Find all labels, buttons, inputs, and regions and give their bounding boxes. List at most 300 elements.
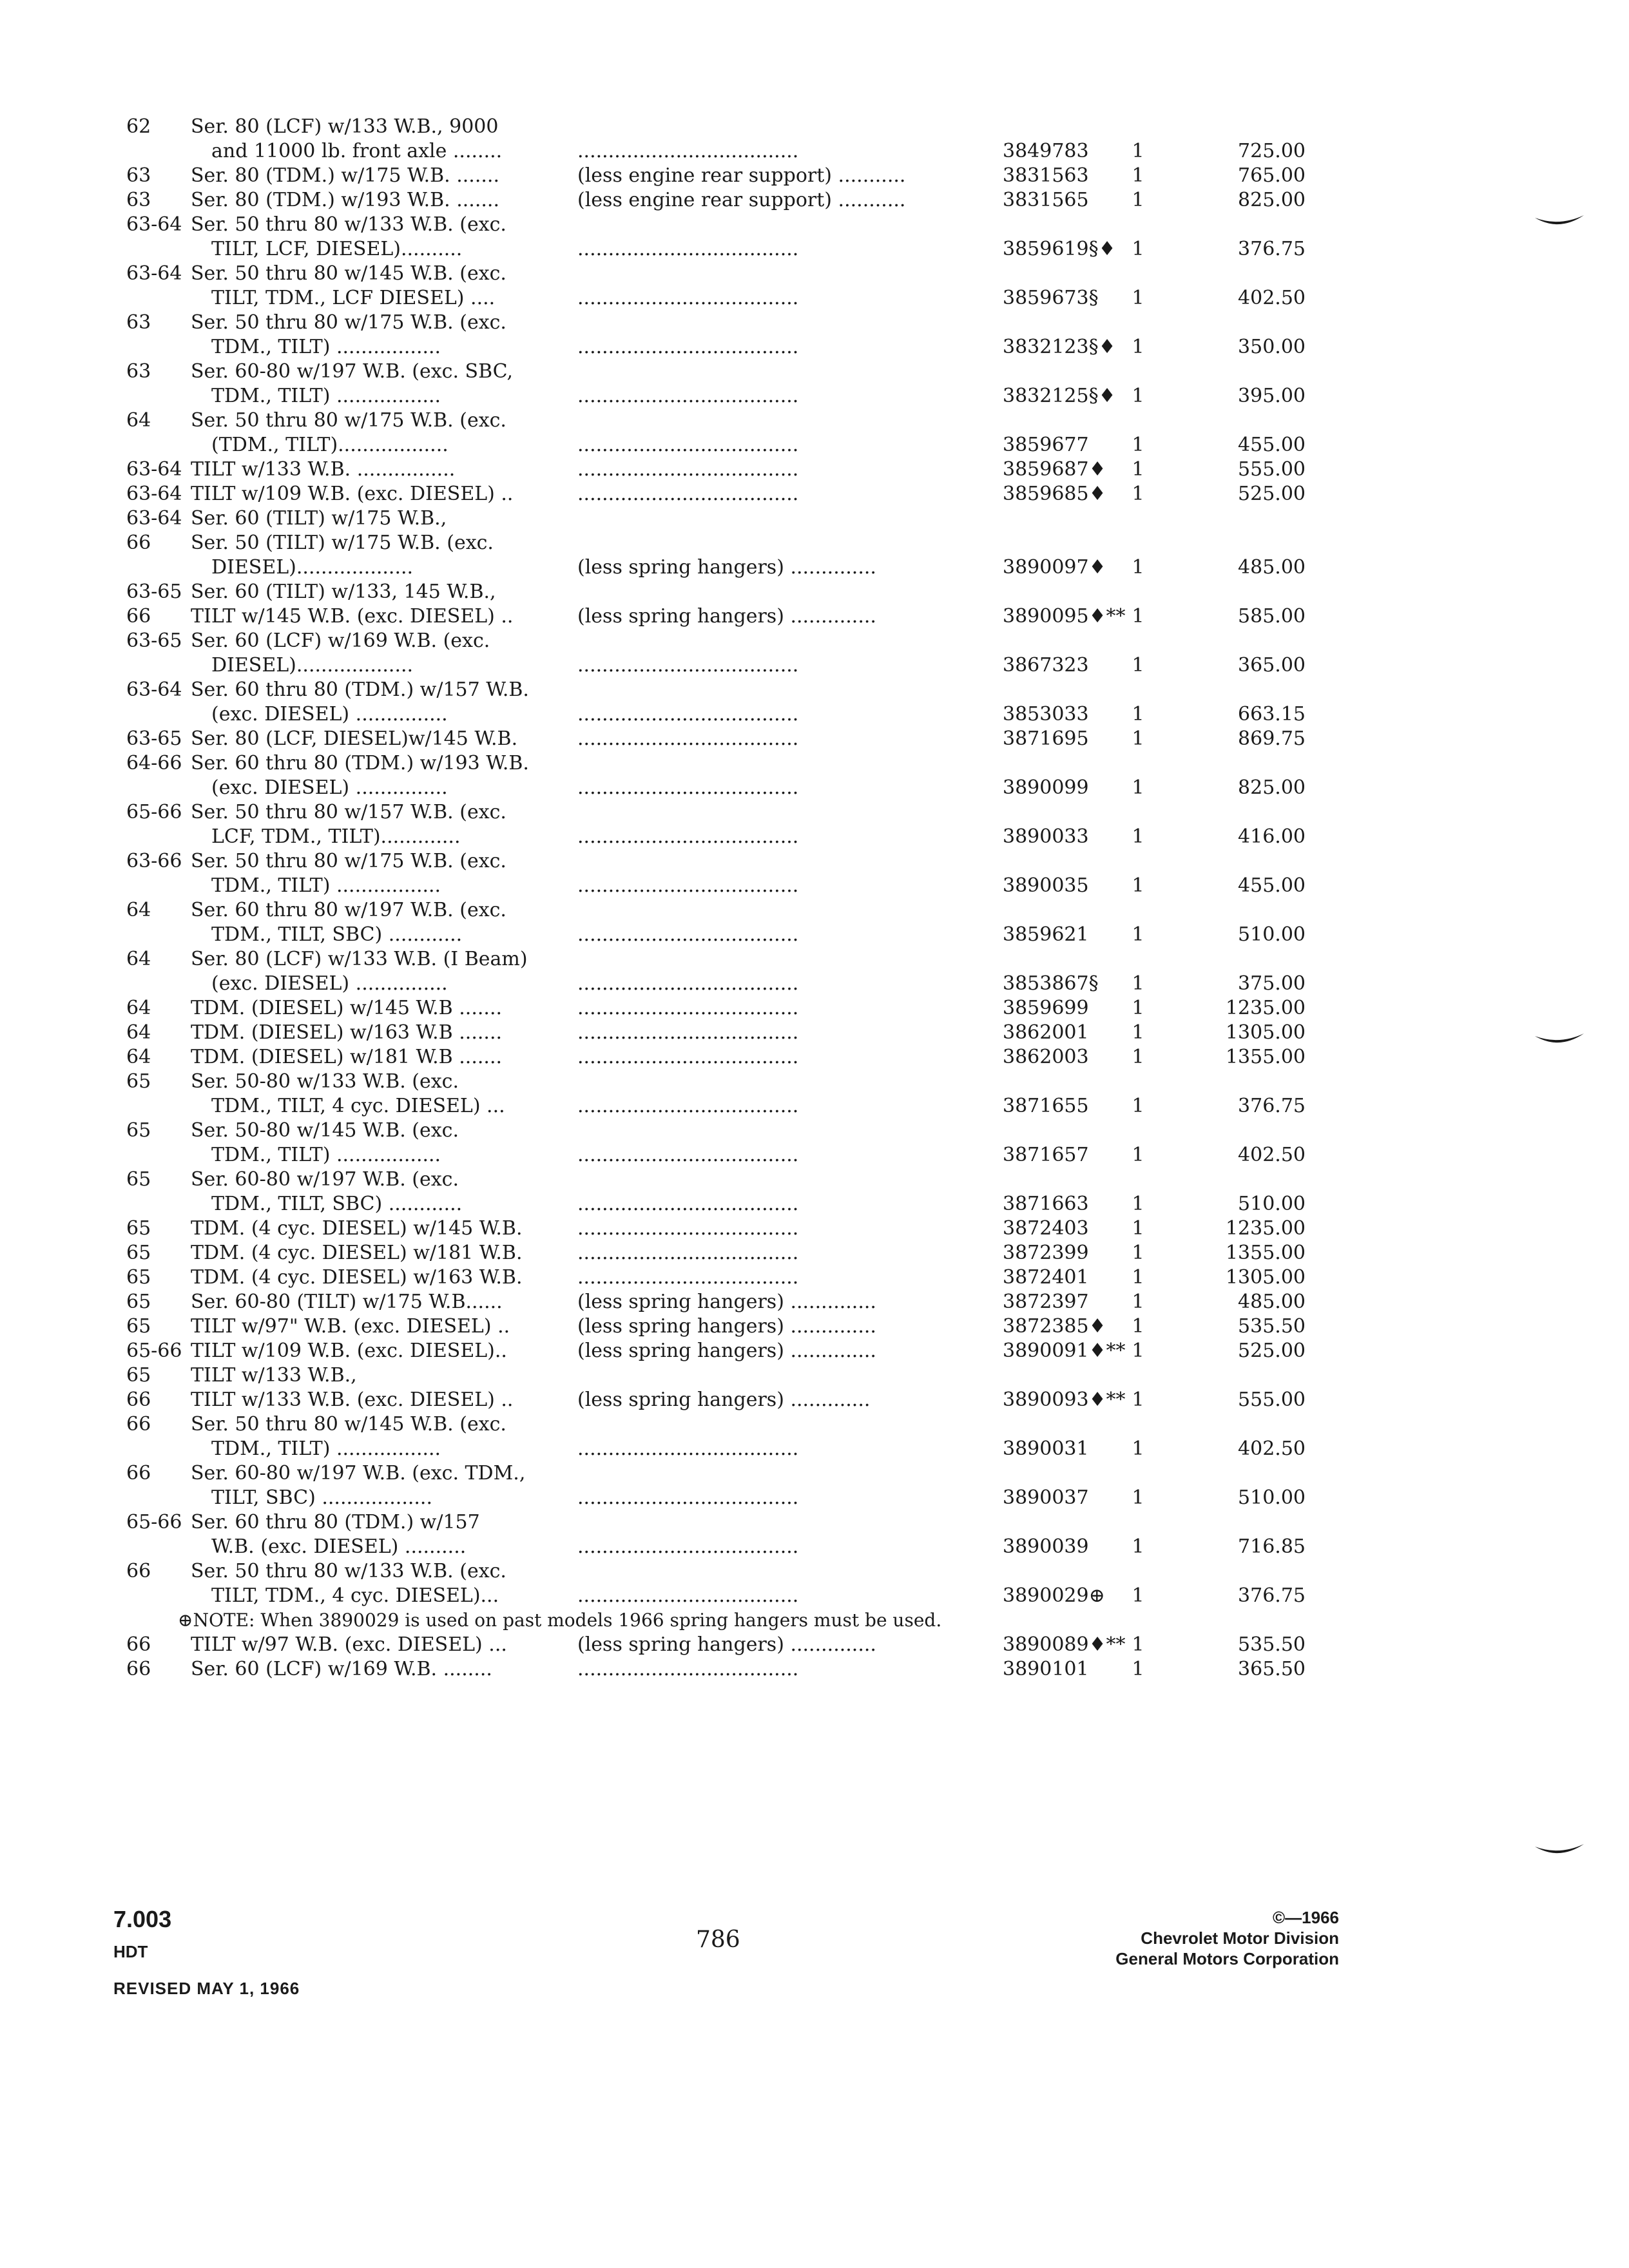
section-code: HDT bbox=[113, 1942, 148, 1961]
listing-row bbox=[126, 1241, 1312, 1265]
model-year: 63-64 bbox=[126, 678, 182, 701]
qualifier: .................................... bbox=[577, 1658, 799, 1680]
quantity: 1 bbox=[1132, 1217, 1144, 1240]
qualifier: (less spring hangers) .............. bbox=[577, 556, 876, 579]
description: Ser. 60-80 w/197 W.B. (exc. SBC, bbox=[191, 360, 514, 383]
description: Ser. 80 (LCF) w/133 W.B., 9000 bbox=[191, 115, 499, 138]
price: 510.00 bbox=[1238, 923, 1306, 946]
description-continued: TDM., TILT) ................. bbox=[211, 385, 441, 407]
model-year: 65 bbox=[126, 1242, 151, 1264]
corporation-name: General Motors Corporation bbox=[1115, 1949, 1339, 1968]
qualifier: .................................... bbox=[577, 483, 799, 505]
part-number: 3890091♦** bbox=[1003, 1340, 1126, 1362]
price: 376.75 bbox=[1238, 238, 1306, 260]
qualifier: .................................... bbox=[577, 874, 799, 897]
quantity: 1 bbox=[1132, 458, 1144, 481]
qualifier: .................................... bbox=[577, 1535, 799, 1558]
model-year: 64 bbox=[126, 1021, 151, 1044]
qualifier: (less engine rear support) ........... bbox=[577, 189, 906, 211]
price: 402.50 bbox=[1238, 287, 1306, 309]
qualifier: .................................... bbox=[577, 1217, 799, 1240]
qualifier: .................................... bbox=[577, 1266, 799, 1289]
part-number: 3867323 bbox=[1003, 654, 1089, 677]
qualifier: .................................... bbox=[577, 287, 799, 309]
part-number: 3859677 bbox=[1003, 434, 1089, 456]
quantity: 1 bbox=[1132, 1291, 1144, 1313]
part-number: 3890093♦** bbox=[1003, 1389, 1126, 1411]
part-number: 3872397 bbox=[1003, 1291, 1089, 1313]
part-number: 3890031 bbox=[1003, 1437, 1089, 1460]
model-year: 64 bbox=[126, 1046, 151, 1068]
qualifier: .................................... bbox=[577, 140, 799, 162]
description-continued: TILT, TDM., LCF DIESEL) .... bbox=[211, 287, 496, 309]
quantity: 1 bbox=[1132, 1242, 1144, 1264]
description: Ser. 60-80 (TILT) w/175 W.B...... bbox=[191, 1291, 503, 1313]
part-number: 3859685♦ bbox=[1003, 483, 1106, 505]
description: TDM. (4 cyc. DIESEL) w/181 W.B. bbox=[191, 1242, 523, 1264]
quantity: 1 bbox=[1132, 336, 1144, 358]
part-number: 3890089♦** bbox=[1003, 1633, 1126, 1656]
qualifier: .................................... bbox=[577, 776, 799, 799]
listing-note bbox=[126, 1608, 1312, 1633]
description-continued: TDM., TILT) ................. bbox=[211, 874, 441, 897]
qualifier: .................................... bbox=[577, 434, 799, 456]
model-year: 63 bbox=[126, 311, 151, 334]
model-year: 63-65 bbox=[126, 727, 182, 750]
model-year: 64-66 bbox=[126, 752, 182, 774]
quantity: 1 bbox=[1132, 1193, 1144, 1215]
model-year: 65 bbox=[126, 1119, 151, 1142]
model-year: 63-64 bbox=[126, 262, 182, 285]
part-number: 3862001 bbox=[1003, 1021, 1089, 1044]
model-year: 66 bbox=[126, 1658, 151, 1680]
model-year: 66 bbox=[126, 532, 151, 554]
quantity: 1 bbox=[1132, 1658, 1144, 1680]
description-continued: DIESEL)................... bbox=[211, 556, 414, 579]
listing-row bbox=[126, 482, 1312, 506]
description: TILT w/133 W.B. (exc. DIESEL) .. bbox=[191, 1389, 514, 1411]
model-year: 65-66 bbox=[126, 1511, 182, 1533]
listing-row bbox=[126, 188, 1312, 213]
description: Ser. 80 (TDM.) w/193 W.B. ....... bbox=[191, 189, 499, 211]
qualifier: .................................... bbox=[577, 703, 799, 726]
part-number: 3890039 bbox=[1003, 1535, 1089, 1558]
price: 365.50 bbox=[1238, 1658, 1306, 1680]
part-number: 3853033 bbox=[1003, 703, 1089, 726]
listing-row bbox=[126, 1045, 1312, 1070]
price: 416.00 bbox=[1238, 825, 1306, 848]
part-number: 3890029⊕ bbox=[1003, 1584, 1105, 1607]
model-year: 66 bbox=[126, 1462, 151, 1485]
description-continued: (TDM., TILT).................. bbox=[211, 434, 448, 456]
description: Ser. 60 (TILT) w/175 W.B., bbox=[191, 507, 447, 530]
listing-row bbox=[126, 1510, 1312, 1559]
listing-row bbox=[126, 604, 1312, 629]
description: TDM. (4 cyc. DIESEL) w/145 W.B. bbox=[191, 1217, 523, 1240]
listing-row bbox=[126, 1339, 1312, 1363]
quantity: 1 bbox=[1132, 1535, 1144, 1558]
part-number: 3872403 bbox=[1003, 1217, 1089, 1240]
description-continued: (exc. DIESEL) ............... bbox=[211, 776, 448, 799]
quantity: 1 bbox=[1132, 654, 1144, 677]
listing-row bbox=[126, 947, 1312, 996]
price: 395.00 bbox=[1238, 385, 1306, 407]
description-continued: TDM., TILT, 4 cyc. DIESEL) ... bbox=[211, 1095, 505, 1117]
description: Ser. 50 thru 80 w/145 W.B. (exc. bbox=[191, 262, 506, 285]
listing-row bbox=[126, 678, 1312, 727]
part-number: 3890095♦** bbox=[1003, 605, 1126, 628]
description: Ser. 50 thru 80 w/175 W.B. (exc. bbox=[191, 850, 506, 872]
model-year: 63 bbox=[126, 189, 151, 211]
description: Ser. 60 (LCF) w/169 W.B. ........ bbox=[191, 1658, 492, 1680]
qualifier: (less spring hangers) ............. bbox=[577, 1389, 871, 1411]
listing-row bbox=[126, 408, 1312, 457]
price: 510.00 bbox=[1238, 1486, 1306, 1509]
price: 376.75 bbox=[1238, 1095, 1306, 1117]
qualifier: (less engine rear support) ........... bbox=[577, 164, 906, 187]
qualifier: .................................... bbox=[577, 923, 799, 946]
part-number: 3872385♦ bbox=[1003, 1315, 1106, 1338]
listing-row bbox=[126, 311, 1312, 360]
price: 535.50 bbox=[1238, 1633, 1306, 1656]
description: Ser. 50 thru 80 w/175 W.B. (exc. bbox=[191, 409, 506, 432]
qualifier: .................................... bbox=[577, 1437, 799, 1460]
model-year: 66 bbox=[126, 1389, 151, 1411]
listing-row bbox=[126, 1657, 1312, 1682]
description: Ser. 80 (LCF, DIESEL)w/145 W.B. bbox=[191, 727, 518, 750]
model-year: 65-66 bbox=[126, 801, 182, 823]
quantity: 1 bbox=[1132, 727, 1144, 750]
listing-row bbox=[126, 1388, 1312, 1412]
part-number: 3859699 bbox=[1003, 997, 1089, 1019]
description: TILT w/97" W.B. (exc. DIESEL) .. bbox=[191, 1315, 510, 1338]
quantity: 1 bbox=[1132, 1633, 1144, 1656]
description: Ser. 50-80 w/133 W.B. (exc. bbox=[191, 1070, 459, 1093]
part-number: 3832125§♦ bbox=[1003, 385, 1116, 407]
listing-row bbox=[126, 800, 1312, 849]
price: 1355.00 bbox=[1225, 1242, 1306, 1264]
part-number: 3871695 bbox=[1003, 727, 1089, 750]
qualifier: .................................... bbox=[577, 997, 799, 1019]
model-year: 66 bbox=[126, 605, 151, 628]
listing-row bbox=[126, 1070, 1312, 1119]
quantity: 1 bbox=[1132, 997, 1144, 1019]
listing-row bbox=[126, 1363, 1312, 1388]
qualifier: .................................... bbox=[577, 1242, 799, 1264]
quantity: 1 bbox=[1132, 825, 1144, 848]
description: Ser. 50 (TILT) w/175 W.B. (exc. bbox=[191, 532, 494, 554]
price: 1305.00 bbox=[1225, 1266, 1306, 1289]
model-year: 65 bbox=[126, 1315, 151, 1338]
description-continued: TILT, LCF, DIESEL).......... bbox=[211, 238, 463, 260]
description: Ser. 60 thru 80 (TDM.) w/157 W.B. bbox=[191, 678, 529, 701]
price: 402.50 bbox=[1238, 1437, 1306, 1460]
page-number: 786 bbox=[696, 1927, 740, 1953]
qualifier: (less spring hangers) .............. bbox=[577, 1315, 876, 1338]
quantity: 1 bbox=[1132, 1486, 1144, 1509]
model-year: 63-65 bbox=[126, 629, 182, 652]
model-year: 62 bbox=[126, 115, 151, 138]
price: 402.50 bbox=[1238, 1144, 1306, 1166]
description: Ser. 50-80 w/145 W.B. (exc. bbox=[191, 1119, 459, 1142]
qualifier: .................................... bbox=[577, 1046, 799, 1068]
description-continued: (exc. DIESEL) ............... bbox=[211, 972, 448, 995]
part-number: 3859673§ bbox=[1003, 287, 1099, 309]
description: TILT w/97 W.B. (exc. DIESEL) ... bbox=[191, 1633, 507, 1656]
footer-left bbox=[113, 1906, 300, 1999]
qualifier: .................................... bbox=[577, 1486, 799, 1509]
quantity: 1 bbox=[1132, 238, 1144, 260]
quantity: 1 bbox=[1132, 605, 1144, 628]
description: Ser. 60-80 w/197 W.B. (exc. bbox=[191, 1168, 459, 1191]
part-number: 3890035 bbox=[1003, 874, 1089, 897]
listing-row bbox=[126, 1290, 1312, 1314]
model-year: 64 bbox=[126, 997, 151, 1019]
quantity: 1 bbox=[1132, 923, 1144, 946]
model-year: 66 bbox=[126, 1560, 151, 1582]
description: Ser. 80 (TDM.) w/175 W.B. ....... bbox=[191, 164, 499, 187]
price: 485.00 bbox=[1238, 1291, 1306, 1313]
model-year: 63-66 bbox=[126, 850, 182, 872]
model-year: 65 bbox=[126, 1291, 151, 1313]
listing-row bbox=[126, 1412, 1312, 1461]
description: Ser. 80 (LCF) w/133 W.B. (I Beam) bbox=[191, 948, 528, 970]
model-year: 63-64 bbox=[126, 483, 182, 505]
price: 485.00 bbox=[1238, 556, 1306, 579]
part-number: 3872401 bbox=[1003, 1266, 1089, 1289]
listing-row bbox=[126, 213, 1312, 262]
quantity: 1 bbox=[1132, 189, 1144, 211]
quantity: 1 bbox=[1132, 556, 1144, 579]
quantity: 1 bbox=[1132, 972, 1144, 995]
model-year: 64 bbox=[126, 948, 151, 970]
part-number: 3890097♦ bbox=[1003, 556, 1106, 579]
price: 1355.00 bbox=[1225, 1046, 1306, 1068]
listing-row bbox=[126, 1314, 1312, 1339]
listing-row bbox=[126, 727, 1312, 751]
model-year: 65 bbox=[126, 1070, 151, 1093]
description: TDM. (DIESEL) w/181 W.B ....... bbox=[191, 1046, 503, 1068]
part-number: 3859621 bbox=[1003, 923, 1089, 946]
description-continued: and 11000 lb. front axle ........ bbox=[211, 140, 503, 162]
price: 555.00 bbox=[1238, 1389, 1306, 1411]
description-continued: DIESEL)................... bbox=[211, 654, 414, 677]
qualifier: .................................... bbox=[577, 1193, 799, 1215]
description: TDM. (DIESEL) w/163 W.B ....... bbox=[191, 1021, 503, 1044]
part-number: 3832123§♦ bbox=[1003, 336, 1116, 358]
price: 525.00 bbox=[1238, 1340, 1306, 1362]
description: TDM. (DIESEL) w/145 W.B ....... bbox=[191, 997, 503, 1019]
quantity: 1 bbox=[1132, 140, 1144, 162]
copyright: ©—1966 bbox=[1273, 1908, 1339, 1927]
listing-row bbox=[126, 1168, 1312, 1216]
part-number: 3859619§♦ bbox=[1003, 238, 1116, 260]
description-continued: TDM., TILT, SBC) ............ bbox=[211, 923, 463, 946]
quantity: 1 bbox=[1132, 1266, 1144, 1289]
quantity: 1 bbox=[1132, 1340, 1144, 1362]
price: 1305.00 bbox=[1225, 1021, 1306, 1044]
quantity: 1 bbox=[1132, 385, 1144, 407]
description-continued: (exc. DIESEL) ............... bbox=[211, 703, 448, 726]
listing-row bbox=[126, 580, 1312, 604]
price: 510.00 bbox=[1238, 1193, 1306, 1215]
qualifier: .................................... bbox=[577, 1144, 799, 1166]
qualifier: (less spring hangers) .............. bbox=[577, 1340, 876, 1362]
part-number: 3831563 bbox=[1003, 164, 1089, 187]
quantity: 1 bbox=[1132, 776, 1144, 799]
quantity: 1 bbox=[1132, 1437, 1144, 1460]
listing-row bbox=[126, 457, 1312, 482]
listing-row bbox=[126, 1119, 1312, 1168]
price: 555.00 bbox=[1238, 458, 1306, 481]
price: 825.00 bbox=[1238, 189, 1306, 211]
qualifier: (less spring hangers) .............. bbox=[577, 605, 876, 628]
qualifier: .................................... bbox=[577, 972, 799, 995]
description: TILT w/133 W.B., bbox=[191, 1364, 357, 1387]
model-year: 63-64 bbox=[126, 507, 182, 530]
part-number: 3872399 bbox=[1003, 1242, 1089, 1264]
description-continued: TDM., TILT) ................. bbox=[211, 1437, 441, 1460]
revision-date: REVISED MAY 1, 1966 bbox=[113, 1979, 300, 1998]
description-continued: TDM., TILT) ................. bbox=[211, 336, 441, 358]
qualifier: .................................... bbox=[577, 336, 799, 358]
quantity: 1 bbox=[1132, 1021, 1144, 1044]
part-number: 3849783 bbox=[1003, 140, 1089, 162]
price: 663.15 bbox=[1238, 703, 1306, 726]
quantity: 1 bbox=[1132, 1584, 1144, 1607]
quantity: 1 bbox=[1132, 1144, 1144, 1166]
price: 716.85 bbox=[1238, 1535, 1306, 1558]
description: Ser. 60 thru 80 w/197 W.B. (exc. bbox=[191, 899, 506, 921]
listing-row bbox=[126, 164, 1312, 188]
model-year: 63-64 bbox=[126, 213, 182, 236]
part-number: 3871657 bbox=[1003, 1144, 1089, 1166]
qualifier: .................................... bbox=[577, 238, 799, 260]
price: 765.00 bbox=[1238, 164, 1306, 187]
note-text: ⊕NOTE: When 3890029 is used on past models 1966 spring hangers must be used. bbox=[178, 1610, 942, 1631]
description: Ser. 50 thru 80 w/145 W.B. (exc. bbox=[191, 1413, 506, 1436]
quantity: 1 bbox=[1132, 287, 1144, 309]
qualifier: (less spring hangers) .............. bbox=[577, 1291, 876, 1313]
part-number: 3890033 bbox=[1003, 825, 1089, 848]
listing-row bbox=[126, 629, 1312, 678]
price: 869.75 bbox=[1238, 727, 1306, 750]
qualifier: .................................... bbox=[577, 458, 799, 481]
quantity: 1 bbox=[1132, 164, 1144, 187]
description-continued: TILT, TDM., 4 cyc. DIESEL)... bbox=[211, 1584, 499, 1607]
qualifier: .................................... bbox=[577, 1021, 799, 1044]
price: 376.75 bbox=[1238, 1584, 1306, 1607]
description: TDM. (4 cyc. DIESEL) w/163 W.B. bbox=[191, 1266, 523, 1289]
section-number: 7.003 bbox=[113, 1906, 172, 1932]
quantity: 1 bbox=[1132, 483, 1144, 505]
part-number: 3831565 bbox=[1003, 189, 1089, 211]
listing-row bbox=[126, 262, 1312, 311]
footer-right bbox=[1115, 1907, 1339, 1969]
quantity: 1 bbox=[1132, 703, 1144, 726]
description: Ser. 60 thru 80 (TDM.) w/157 bbox=[191, 1511, 480, 1533]
price: 455.00 bbox=[1238, 874, 1306, 897]
model-year: 63 bbox=[126, 360, 151, 383]
model-year: 65 bbox=[126, 1364, 151, 1387]
model-year: 65 bbox=[126, 1168, 151, 1191]
price: 375.00 bbox=[1238, 972, 1306, 995]
listing-row bbox=[126, 1216, 1312, 1241]
description: Ser. 50 thru 80 w/157 W.B. (exc. bbox=[191, 801, 506, 823]
part-number: 3859687♦ bbox=[1003, 458, 1106, 481]
listing-row bbox=[126, 996, 1312, 1021]
qualifier: (less spring hangers) .............. bbox=[577, 1633, 876, 1656]
part-number: 3853867§ bbox=[1003, 972, 1099, 995]
qualifier: .................................... bbox=[577, 1095, 799, 1117]
model-year: 64 bbox=[126, 409, 151, 432]
listing-row bbox=[126, 360, 1312, 408]
description-continued: TDM., TILT) ................. bbox=[211, 1144, 441, 1166]
description: TILT w/109 W.B. (exc. DIESEL) .. bbox=[191, 483, 514, 505]
part-number: 3871655 bbox=[1003, 1095, 1089, 1117]
price: 535.50 bbox=[1238, 1315, 1306, 1338]
division-name: Chevrolet Motor Division bbox=[1141, 1928, 1339, 1948]
model-year: 65 bbox=[126, 1266, 151, 1289]
quantity: 1 bbox=[1132, 1095, 1144, 1117]
price: 455.00 bbox=[1238, 434, 1306, 456]
parts-listing bbox=[126, 115, 1312, 1682]
price: 350.00 bbox=[1238, 336, 1306, 358]
listing-row bbox=[126, 506, 1312, 531]
price: 1235.00 bbox=[1225, 1217, 1306, 1240]
quantity: 1 bbox=[1132, 1315, 1144, 1338]
price: 525.00 bbox=[1238, 483, 1306, 505]
listing-row bbox=[126, 1559, 1312, 1608]
listing-row bbox=[126, 1461, 1312, 1510]
part-number: 3890037 bbox=[1003, 1486, 1089, 1509]
quantity: 1 bbox=[1132, 1046, 1144, 1068]
listing-row bbox=[126, 751, 1312, 800]
description: TILT w/133 W.B. ................ bbox=[191, 458, 456, 481]
description: Ser. 60 (LCF) w/169 W.B. (exc. bbox=[191, 629, 490, 652]
description-continued: W.B. (exc. DIESEL) .......... bbox=[211, 1535, 467, 1558]
description-continued: LCF, TDM., TILT)............. bbox=[211, 825, 461, 848]
part-number: 3890101 bbox=[1003, 1658, 1089, 1680]
model-year: 64 bbox=[126, 899, 151, 921]
listing-row bbox=[126, 1021, 1312, 1045]
quantity: 1 bbox=[1132, 1389, 1144, 1411]
part-number: 3890099 bbox=[1003, 776, 1089, 799]
listing-row bbox=[126, 115, 1312, 164]
description: Ser. 50 thru 80 w/133 W.B. (exc. bbox=[191, 1560, 506, 1582]
qualifier: .................................... bbox=[577, 727, 799, 750]
description-continued: TDM., TILT, SBC) ............ bbox=[211, 1193, 463, 1215]
qualifier: .................................... bbox=[577, 1584, 799, 1607]
part-number: 3862003 bbox=[1003, 1046, 1089, 1068]
price: 365.00 bbox=[1238, 654, 1306, 677]
price: 1235.00 bbox=[1225, 997, 1306, 1019]
price: 585.00 bbox=[1238, 605, 1306, 628]
part-number: 3871663 bbox=[1003, 1193, 1089, 1215]
description: Ser. 50 thru 80 w/133 W.B. (exc. bbox=[191, 213, 506, 236]
model-year: 65-66 bbox=[126, 1340, 182, 1362]
listing-row bbox=[126, 898, 1312, 947]
description-continued: TILT, SBC) .................. bbox=[211, 1486, 433, 1509]
qualifier: .................................... bbox=[577, 385, 799, 407]
quantity: 1 bbox=[1132, 434, 1144, 456]
model-year: 66 bbox=[126, 1413, 151, 1436]
price: 825.00 bbox=[1238, 776, 1306, 799]
quantity: 1 bbox=[1132, 874, 1144, 897]
description: Ser. 60 thru 80 (TDM.) w/193 W.B. bbox=[191, 752, 529, 774]
model-year: 66 bbox=[126, 1633, 151, 1656]
margin-mark-bottom bbox=[1534, 1841, 1585, 1861]
